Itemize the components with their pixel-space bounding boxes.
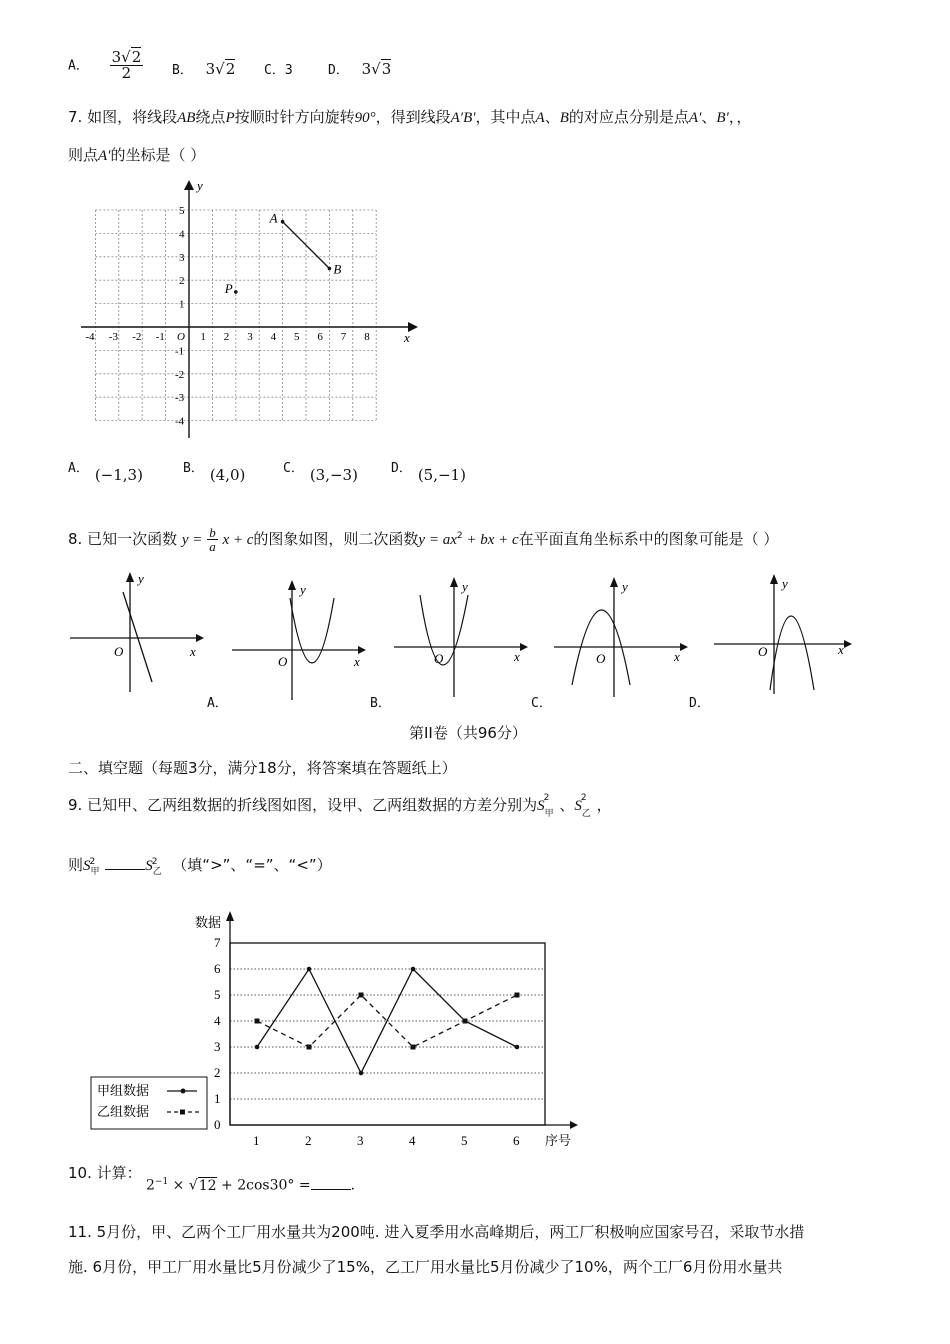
chart-x-tick: 1 — [253, 1133, 260, 1148]
q7-x-tick: 1 — [200, 331, 206, 343]
svg-text:x: x — [354, 654, 360, 669]
q8-question: 8. 已知一次函数 y = $\frac{b}{a}$ x + c的图象如图，则二次函数$y = ax^2$ + bx + c在平面直角坐标系中的图象可能是（ ） — [68, 525, 779, 554]
chart-ylabel: 数据 — [195, 915, 222, 930]
q7-x-tick: -1 — [155, 331, 165, 343]
segment-ab — [283, 222, 330, 269]
label-a: A — [269, 210, 278, 226]
svg-text:O: O — [596, 651, 606, 666]
q10-answer-blank[interactable] — [311, 1189, 351, 1190]
q7-y-tick: -2 — [175, 368, 185, 381]
q7-x-tick: -4 — [85, 331, 95, 343]
q7-y-tick-labels — [175, 205, 185, 428]
q11-line1: 11. 5月份，甲、乙两个工厂用水量共为200吨. 进入夏季用水高峰期后，两工厂积极响应国家号召，采取节水措 — [68, 1223, 805, 1241]
q7-x-tick: 2 — [223, 331, 230, 343]
chart-x-tick: 6 — [513, 1133, 520, 1148]
svg-text:y: y — [782, 576, 788, 591]
svg-text:y: y — [462, 579, 468, 594]
svg-text:y: y — [300, 582, 306, 597]
data-point — [307, 1045, 312, 1050]
q7-x-axis-label: x — [404, 330, 410, 345]
legend-jia: 甲组数据 — [97, 1083, 150, 1098]
q8-option-c-label: C． — [531, 696, 552, 711]
q6-option-c: C．3 — [264, 63, 293, 78]
chart-y-tick: 1 — [214, 1091, 221, 1106]
q9-question-line2: 则$S_甲^2$ $S_乙^2$ （填“>”、“=”、“<”） — [68, 856, 332, 877]
q7-option-c: C． (3,−3) — [283, 461, 358, 484]
q7-x-tick-labels — [85, 331, 370, 343]
q8-axis-x: x — [190, 644, 196, 659]
data-point — [515, 1045, 520, 1050]
q7-question-line1: 7. 如图，将线段AB绕点P按顺时针方向旋转90°，得到线段A′B′，其中点A、B的对应点分别是点A′、B′，， — [68, 108, 752, 126]
q7-option-a: A． (−1,3) — [68, 461, 143, 484]
q7-y-axis-label: y — [197, 178, 203, 193]
q8-option-c-graph — [552, 575, 692, 700]
section-title: 第II卷（共96分） — [409, 724, 527, 742]
q8-option-a-graph — [230, 578, 370, 703]
svg-text:x: x — [674, 649, 680, 664]
point-p — [234, 290, 238, 294]
q8-origin: O — [114, 644, 124, 659]
q9-answer-blank[interactable] — [105, 869, 145, 870]
chart-gridlines — [226, 911, 578, 1129]
svg-text:x: x — [838, 642, 844, 657]
chart-y-tick: 0 — [214, 1117, 221, 1132]
q7-x-tick: 6 — [317, 331, 323, 343]
data-point — [411, 967, 416, 972]
data-point — [411, 1045, 416, 1050]
parabola-b — [420, 595, 468, 665]
parabola-a — [290, 598, 334, 663]
q9-line-chart — [85, 905, 605, 1155]
point-a — [281, 220, 285, 224]
q7-x-tick: -3 — [108, 331, 118, 343]
data-point — [255, 1045, 260, 1050]
q8-option-d-graph — [712, 572, 857, 697]
q9-question-line1: 9. 已知甲、乙两组数据的折线图如图，设甲、乙两组数据的方差分别为$S_甲^2$ 、$S_乙^2$ ， — [68, 793, 612, 819]
q6-option-d: D． 3√3 — [328, 60, 392, 78]
chart-x-tick: 5 — [461, 1133, 468, 1148]
q7-y-tick: 2 — [179, 275, 185, 288]
linear-function-line — [123, 592, 152, 682]
data-point — [307, 967, 312, 972]
q7-question-line2: 则点A′的坐标是（ ） — [68, 146, 206, 164]
chart-y-ticks — [214, 935, 221, 1132]
chart-xlabel: 序号 — [545, 1133, 572, 1148]
q7-x-tick: 3 — [247, 331, 253, 343]
data-point — [359, 993, 364, 998]
q7-grid — [95, 210, 376, 421]
q7-y-tick: 5 — [179, 205, 185, 217]
q7-y-tick: -4 — [175, 415, 185, 428]
q11-line2: 施. 6月份，甲工厂用水量比5月份减少了15%，乙工厂用水量比5月份减少了10%，两个工厂6月份用水量共 — [68, 1258, 783, 1276]
chart-y-tick: 2 — [214, 1065, 221, 1080]
chart-y-tick: 7 — [214, 935, 221, 950]
q6-option-b: B． 3√2 — [172, 60, 236, 78]
svg-text:x: x — [514, 649, 520, 664]
chart-x-tick: 3 — [357, 1133, 364, 1148]
part2-heading: 二、填空题（每题3分，满分18分，将答案填在答题纸上） — [68, 759, 457, 777]
chart-y-tick: 4 — [214, 1013, 221, 1028]
chart-y-tick: 6 — [214, 961, 221, 976]
q8-axis-y: y — [138, 571, 144, 586]
label-b: B — [333, 261, 342, 277]
data-point — [255, 1019, 260, 1024]
q7-x-tick: 5 — [294, 331, 300, 343]
data-point — [463, 1019, 468, 1024]
parabola-d — [770, 616, 814, 690]
chart-legend — [91, 1077, 207, 1129]
q8-option-d-label: D． — [689, 696, 710, 711]
q8-linear-graph — [68, 570, 208, 695]
series-line-0 — [257, 969, 517, 1073]
q8-option-a-label: A． — [207, 696, 228, 711]
chart-x-tick: 2 — [305, 1133, 312, 1148]
q10-question: 10. 计算： — [68, 1164, 142, 1182]
q7-x-tick: 8 — [364, 331, 370, 343]
svg-text:O: O — [758, 644, 768, 659]
label-p: P — [224, 280, 233, 296]
data-point — [515, 993, 520, 998]
chart-x-tick: 4 — [409, 1133, 416, 1148]
legend-yi: 乙组数据 — [97, 1104, 150, 1119]
q7-y-tick: 1 — [179, 298, 185, 311]
point-b — [328, 267, 332, 271]
q7-y-tick: -3 — [175, 392, 185, 405]
q7-x-tick: 4 — [270, 331, 277, 343]
svg-text:O: O — [434, 651, 444, 666]
q7-y-arrow — [184, 180, 194, 190]
q7-option-d: D． (5,−1) — [391, 461, 466, 484]
chart-x-ticks — [253, 1133, 520, 1148]
q8-option-b-label: B． — [370, 696, 391, 711]
q7-x-tick: -2 — [132, 331, 142, 343]
q7-y-tick: 3 — [179, 251, 185, 264]
q7-y-tick: -1 — [175, 345, 185, 358]
svg-text:O: O — [278, 654, 288, 669]
q6-option-a: A． $\frac{3√2}{2}$ — [68, 48, 142, 82]
q7-x-tick: 7 — [340, 331, 347, 343]
q7-coordinate-graph — [76, 176, 436, 446]
svg-text:y: y — [622, 579, 628, 594]
q10-expression: $2^{-1} \times √12 + 2\cos 30^\circ$ = . — [146, 1177, 356, 1194]
data-point — [359, 1071, 364, 1076]
chart-y-tick: 5 — [214, 987, 221, 1002]
q7-x-tick: O — [177, 331, 185, 343]
q7-y-tick: 4 — [179, 228, 185, 241]
chart-y-tick: 3 — [214, 1039, 221, 1054]
q8-option-b-graph — [392, 575, 532, 700]
q7-option-b: B． (4,0) — [183, 461, 246, 484]
